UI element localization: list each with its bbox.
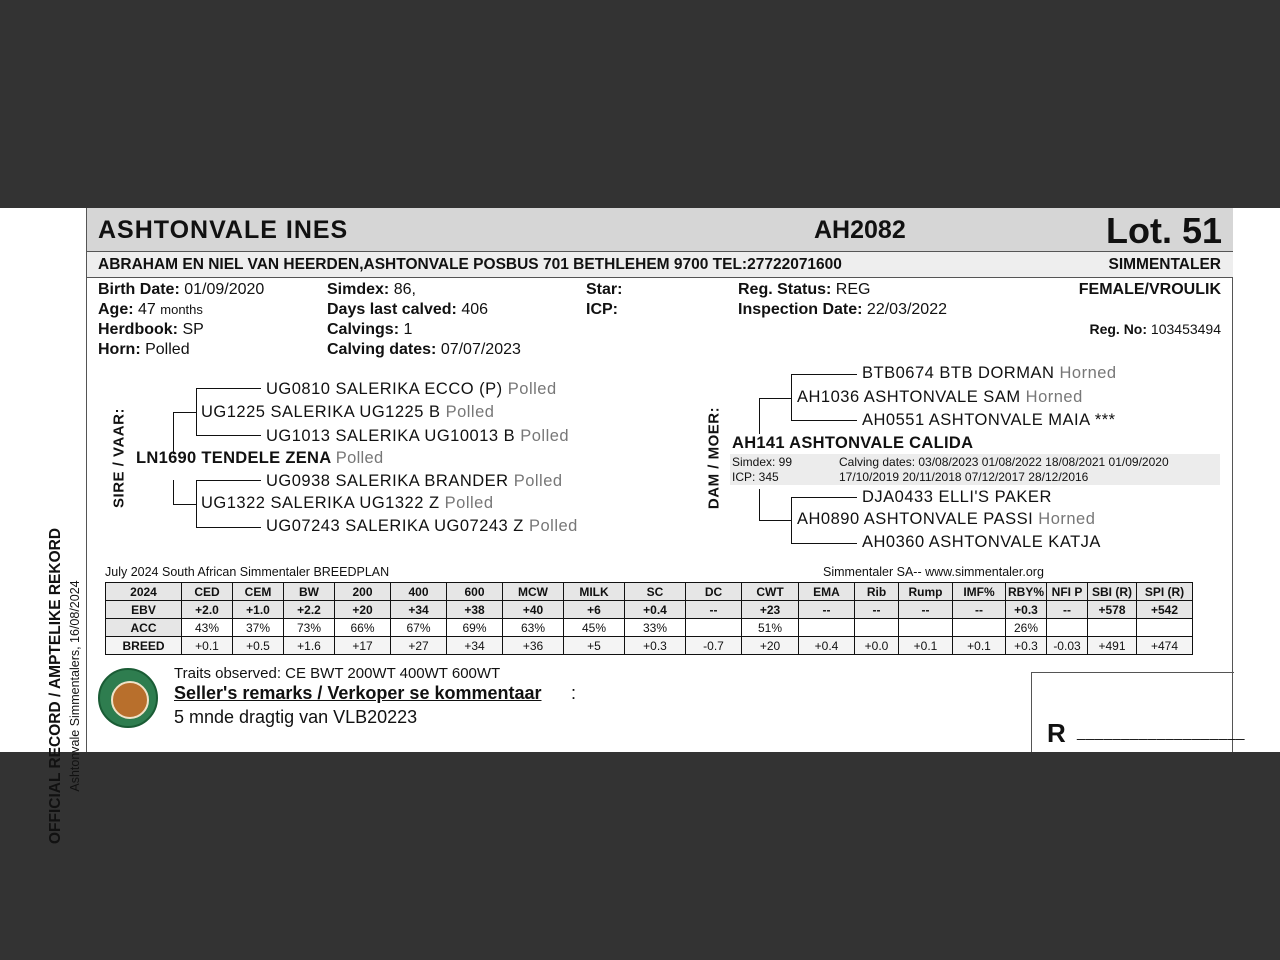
breedplan-header-cell: 2024: [106, 583, 182, 601]
dam-dam-dam: AH0360 ASHTONVALE KATJA: [862, 533, 1101, 551]
sire-dam-dam: UG07243 SALERIKA UG07243 Z Polled: [266, 517, 578, 535]
breedplan-header-cell: MILK: [564, 583, 625, 601]
breedplan-cell: +542: [1137, 601, 1193, 619]
breedplan-row: [106, 637, 1193, 655]
breedplan-header-cell: 400: [391, 583, 447, 601]
breedplan-cell: 26%: [1006, 619, 1047, 637]
breedplan-cell: 63%: [503, 619, 564, 637]
breedplan-cell: +36: [503, 637, 564, 655]
remarks-heading: Seller's remarks / Verkoper se kommentaar: [174, 683, 542, 703]
dam-sire-sire: BTB0674 BTB DORMAN Horned: [862, 364, 1117, 382]
breedplan-cell: +0.3: [1006, 601, 1047, 619]
breedplan-header-cell: Rib: [855, 583, 899, 601]
breedplan-cell: +0.1: [182, 637, 233, 655]
animal-name: ASHTONVALE INES: [98, 216, 349, 244]
breedplan-cell: 69%: [447, 619, 503, 637]
breedplan-header-cell: SC: [625, 583, 686, 601]
seller-remarks: 5 mnde dragtig van VLB20223: [174, 707, 418, 727]
simmentaler-logo: [98, 668, 158, 728]
herdbook: Herdbook: SP: [98, 321, 204, 338]
sire-sire: UG1225 SALERIKA UG1225 B Polled: [201, 403, 495, 421]
breedplan-cell: [855, 619, 899, 637]
breedplan-cell: [1137, 619, 1193, 637]
animal-code: AH2082: [814, 216, 906, 244]
reg-number: Reg. No: 103453494: [1089, 321, 1221, 337]
breedplan-cell: +27: [391, 637, 447, 655]
breedplan-cell: +1.0: [233, 601, 284, 619]
breedplan-header-cell: CED: [182, 583, 233, 601]
breedplan-caption: July 2024 South African Simmentaler BREEDPLAN: [105, 565, 390, 579]
dam-simdex: Simdex: 99: [732, 455, 793, 469]
breedplan-cell: +0.0: [855, 637, 899, 655]
breedplan-cell: --: [1047, 601, 1088, 619]
breedplan-cell: +0.4: [625, 601, 686, 619]
breedplan-header-cell: Rump: [899, 583, 953, 601]
traits-observed: Traits observed: CE BWT 200WT 400WT 600WT: [174, 665, 501, 682]
sire-name: LN1690 TENDELE ZENA Polled: [136, 449, 384, 467]
price-line: ___________________: [1077, 724, 1246, 741]
age: Age: 47 months: [98, 301, 203, 318]
remarks-colon: :: [571, 683, 577, 703]
breedplan-cell: -0.03: [1047, 637, 1088, 655]
sire-sire-dam: UG1013 SALERIKA UG10013 B Polled: [266, 427, 570, 445]
simdex: Simdex: 86,: [327, 281, 416, 298]
breedplan-cell: +20: [742, 637, 799, 655]
star: Star:: [586, 281, 623, 298]
breedplan-cell: +474: [1137, 637, 1193, 655]
breedplan-cell: +34: [391, 601, 447, 619]
official-record-source: Ashtonvale Simmentalers, 16/08/2024: [68, 580, 82, 792]
breedplan-cell: +0.3: [625, 637, 686, 655]
breedplan-cell: +34: [447, 637, 503, 655]
price-label: R: [1047, 718, 1066, 748]
sire-dam: UG1322 SALERIKA UG1322 Z Polled: [201, 494, 494, 512]
breedplan-cell: 33%: [625, 619, 686, 637]
lot-card: [0, 208, 1280, 845]
breedplan-cell: [953, 619, 1006, 637]
breedplan-cell: --: [855, 601, 899, 619]
dam-sire: AH1036 ASHTONVALE SAM Horned: [797, 388, 1083, 406]
breedplan-cell: 45%: [564, 619, 625, 637]
breedplan-cell: [899, 619, 953, 637]
breedplan-cell: +6: [564, 601, 625, 619]
breedplan-cell: +20: [335, 601, 391, 619]
breedplan-cell: +40: [503, 601, 564, 619]
inspection-date: Inspection Date: 22/03/2022: [738, 301, 947, 318]
breedplan-cell: [1088, 619, 1137, 637]
breedplan-cell: [686, 619, 742, 637]
sex: FEMALE/VROULIK: [1078, 281, 1221, 298]
sire-sire-sire: UG0810 SALERIKA ECCO (P) Polled: [266, 380, 557, 398]
breedplan-cell: +5: [564, 637, 625, 655]
dam-sire-dam: AH0551 ASHTONVALE MAIA ***: [862, 411, 1116, 429]
lot-number: Lot. 51: [1105, 210, 1222, 251]
breedplan-cell: [1047, 619, 1088, 637]
breedplan-cell: 43%: [182, 619, 233, 637]
breedplan-header-cell: EMA: [799, 583, 855, 601]
breed-name: SIMMENTALER: [1108, 256, 1221, 273]
breedplan-cell: BREED: [106, 637, 182, 655]
breedplan-cell: 37%: [233, 619, 284, 637]
breedplan-header-cell: BW: [284, 583, 335, 601]
breedplan-cell: [799, 619, 855, 637]
breedplan-table: [105, 582, 1193, 655]
birth-date: Birth Date: 01/09/2020: [98, 281, 265, 298]
breedplan-cell: +0.5: [233, 637, 284, 655]
dam-calving-dates-1: Calving dates: 03/08/2023 01/08/2022 18/08/2021 01/09/2020: [839, 455, 1169, 469]
breedplan-cell: -0.7: [686, 637, 742, 655]
breedplan-cell: 67%: [391, 619, 447, 637]
breedplan-cell: +17: [335, 637, 391, 655]
breedplan-header-cell: IMF%: [953, 583, 1006, 601]
breedplan-website: Simmentaler SA-- www.simmentaler.org: [823, 565, 1044, 579]
breedplan-cell: --: [899, 601, 953, 619]
breedplan-cell: --: [799, 601, 855, 619]
breedplan-cell: +578: [1088, 601, 1137, 619]
breedplan-cell: +0.4: [799, 637, 855, 655]
breedplan-header-cell: 200: [335, 583, 391, 601]
breedplan-header-cell: SPI (R): [1137, 583, 1193, 601]
dam-dam: AH0890 ASHTONVALE PASSI Horned: [797, 510, 1096, 528]
dam-name: AH141 ASHTONVALE CALIDA: [732, 434, 974, 452]
sire-dam-sire: UG0938 SALERIKA BRANDER Polled: [266, 472, 563, 490]
breedplan-header-cell: SBI (R): [1088, 583, 1137, 601]
breedplan-cell: 66%: [335, 619, 391, 637]
breedplan-cell: +0.1: [953, 637, 1006, 655]
breedplan-header-cell: 600: [447, 583, 503, 601]
breedplan-row: [106, 601, 1193, 619]
breedplan-cell: +1.6: [284, 637, 335, 655]
breedplan-row: [106, 619, 1193, 637]
dam-label: DAM / MOER:: [705, 406, 723, 510]
official-record-label: OFFICIAL RECORD / AMPTELIKE REKORD: [47, 527, 64, 845]
breedplan-cell: +0.1: [899, 637, 953, 655]
breedplan-cell: 51%: [742, 619, 799, 637]
dam-calving-dates-2: 17/10/2019 20/11/2018 07/12/2017 28/12/2016: [839, 470, 1089, 484]
calving-dates: Calving dates: 07/07/2023: [327, 341, 521, 358]
dam-icp: ICP: 345: [732, 470, 779, 484]
reg-status: Reg. Status: REG: [738, 281, 871, 298]
breedplan-cell: +2.2: [284, 601, 335, 619]
breedplan-cell: +23: [742, 601, 799, 619]
breedplan-header-cell: CWT: [742, 583, 799, 601]
breedplan-cell: EBV: [106, 601, 182, 619]
icp: ICP:: [586, 301, 618, 318]
breedplan-cell: +491: [1088, 637, 1137, 655]
breedplan-header-cell: CEM: [233, 583, 284, 601]
owner-details: ABRAHAM EN NIEL VAN HEERDEN,ASHTONVALE POSBUS 701 BETHLEHEM 9700 TEL:27722071600: [98, 256, 842, 273]
sire-label: SIRE / VAAR:: [110, 408, 128, 508]
breedplan-header-cell: MCW: [503, 583, 564, 601]
calvings: Calvings: 1: [327, 321, 413, 338]
breedplan-cell: +0.3: [1006, 637, 1047, 655]
breedplan-cell: --: [686, 601, 742, 619]
days-last-calved: Days last calved: 406: [327, 301, 489, 318]
horn-status: Horn: Polled: [98, 341, 190, 358]
breedplan-cell: ACC: [106, 619, 182, 637]
breedplan-header-cell: DC: [686, 583, 742, 601]
breedplan-cell: +2.0: [182, 601, 233, 619]
breedplan-cell: 73%: [284, 619, 335, 637]
breedplan-cell: +38: [447, 601, 503, 619]
breedplan-cell: --: [953, 601, 1006, 619]
breedplan-header-cell: RBY%: [1006, 583, 1047, 601]
dam-dam-sire: DJA0433 ELLI'S PAKER: [862, 488, 1052, 506]
breedplan-header-cell: NFI P: [1047, 583, 1088, 601]
